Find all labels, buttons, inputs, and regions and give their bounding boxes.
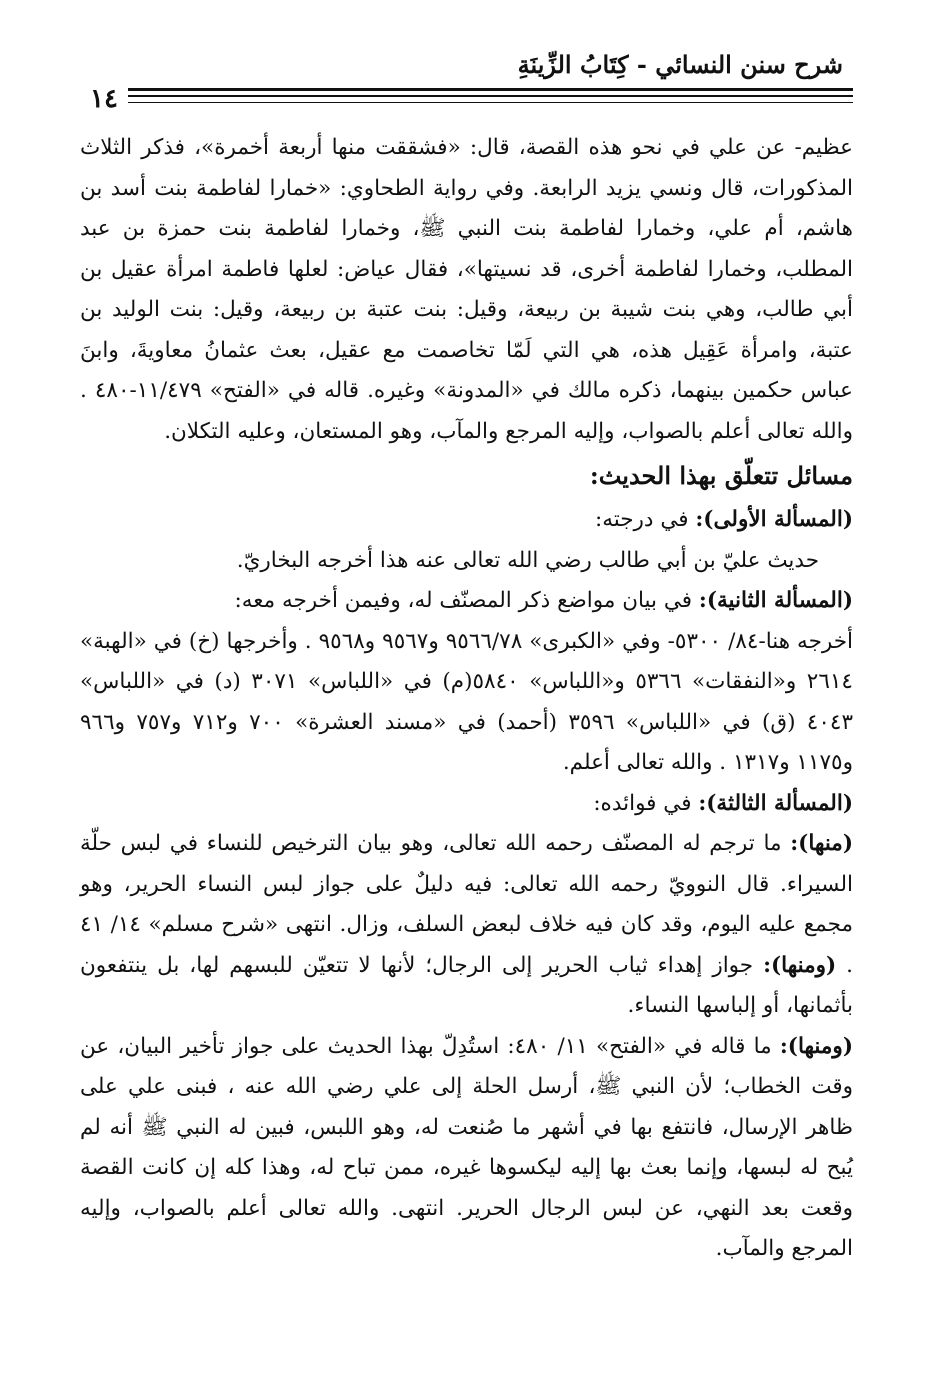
benefit-text: ما قاله في «الفتح» ١١/ ٤٨٠: استُدِلّ بهذا الحديث على جواز تأخير البيان، عن وقت الخطاب؛ لأن النبي ﷺ، أرسل الحلة إلى علي رضي الله عنه ، فبنى علي على ظاهر الإرسال، فانتفع بها في أشهر ما صُنعت له، وهو اللبس، فبين له النبي ﷺ أنه لم يُبح له لبسها، وإنما بعث بها إليه ليكسوها غيره، ممن تباح له، وهذا كله إن كانت القصة وقعت بعد النهي، عن لبس الرجال الحرير. انتهى. والله تعالى أعلم بالصواب، وإليه المرجع والمآب. xyxy=(80,1033,853,1261)
body-paragraph: عظيم- عن علي في نحو هذه القصة، قال: «فشققت منها أربعة أخمرة»، فذكر الثلاث المذكورات، قال ونسي يزيد الرابعة. وفي رواية الطحاوي: «خمارا لفاطمة بنت أسد بن هاشم، أم علي، وخمارا لفاطمة بنت النبي ﷺ، وخمارا لفاطمة بنت حمزة بن عبد المطلب، وخمارا لفاطمة أخرى، قد نسيتها»، فقال عياض: لعلها فاطمة امرأة عقيل بن أبي طالب، وهي بنت شيبة بن ربيعة، وقيل: بنت عتبة بن ربيعة، وقيل: بنت الوليد بن عتبة، وامرأة عَقِيل هذه، هي التي لَمّا تخاصمت مع عقيل، بعث عثمانُ معاويةَ، وابنَ عباس حكمين بينهما، ذكره مالك في «المدونة» وغيره. قاله في «الفتح» ١١/٤٧٩-٤٨٠ . والله تعالى أعلم بالصواب، وإليه المرجع والمآب، وهو المستعان، وعليه التكلان. xyxy=(80,135,854,444)
running-title: شرح سنن النسائي - كِتَابُ الزِّينَةِ xyxy=(517,50,843,79)
issue-topic: في درجته: xyxy=(595,507,696,532)
body-paragraph: حديث عليّ بن أبي طالب رضي الله تعالى عنه هذا أخرجه البخاريّ. xyxy=(236,547,819,573)
issue-topic: في بيان مواضع ذكر المصنّف له، وفيمن أخرجه معه: xyxy=(234,588,699,613)
issue-label: (المسألة الثانية): xyxy=(698,588,853,613)
issue-topic: في فوائده: xyxy=(593,790,699,816)
issue-label: (المسألة الثالثة): xyxy=(698,790,853,816)
page-header xyxy=(80,38,853,118)
body-paragraph: أخرجه هنا-٨٤/ ٥٣٠٠- وفي «الكبرى» ٩٥٦٦/٧٨ و٩٥٦٧ و٩٥٦٨ . وأخرجها (خ) في «الهبة» ٢٦١٤ و«النفقات» ٥٣٦٦ و«اللباس» ٥٨٤٠(م) في «اللباس» ٣٠٧١ (د) في «اللباس» ٤٠٤٣ (ق) في «اللباس» ٣٥٩٦ (أحمد) في «مسند العشرة» ٧٠٠ و٧١٢ و٧٥٧ و٩٦٦ و١١٧٥ و١٣١٧ . والله تعالى أعلم. xyxy=(80,628,853,775)
benefit-text: ما ترجم له المصنّف رحمه الله تعالى، وهو بيان الترخيص للنساء في لبس حلّة السيراء. قال النوويّ رحمه الله تعالى: فيه دليلٌ على جواز لبس النساء الحرير، وهو مجمع عليه اليوم، وقد كان فيه خلاف لبعض السلف، وزال. انتهى «شرح مسلم» ١٤/ ٤١ . xyxy=(80,831,854,978)
header-rule xyxy=(80,95,853,97)
benefit-label: (ومنها): xyxy=(763,952,837,978)
page-body xyxy=(80,128,853,1270)
header-rule xyxy=(80,88,853,91)
benefit-paragraph xyxy=(80,824,853,1027)
benefit-label: (منها): xyxy=(790,831,853,856)
benefit-label: (ومنها): xyxy=(779,1033,853,1059)
issue-heading xyxy=(80,581,853,622)
header-rule xyxy=(80,102,853,103)
issue-heading xyxy=(80,784,853,825)
section-heading: مسائل تتعلّق بهذا الحديث: xyxy=(589,461,853,490)
benefit-text: جواز إهداء ثياب الحرير إلى الرجال؛ لأنها لا تتعيّن للبسهم لها، بل ينتفعون بأثمانها، أو إلباسها النساء. xyxy=(80,952,853,1018)
issue-label: (المسألة الأولى): xyxy=(695,507,853,532)
page-number: ١٤ xyxy=(80,84,128,114)
benefit-paragraph xyxy=(80,1027,853,1270)
issue-heading xyxy=(80,500,853,541)
